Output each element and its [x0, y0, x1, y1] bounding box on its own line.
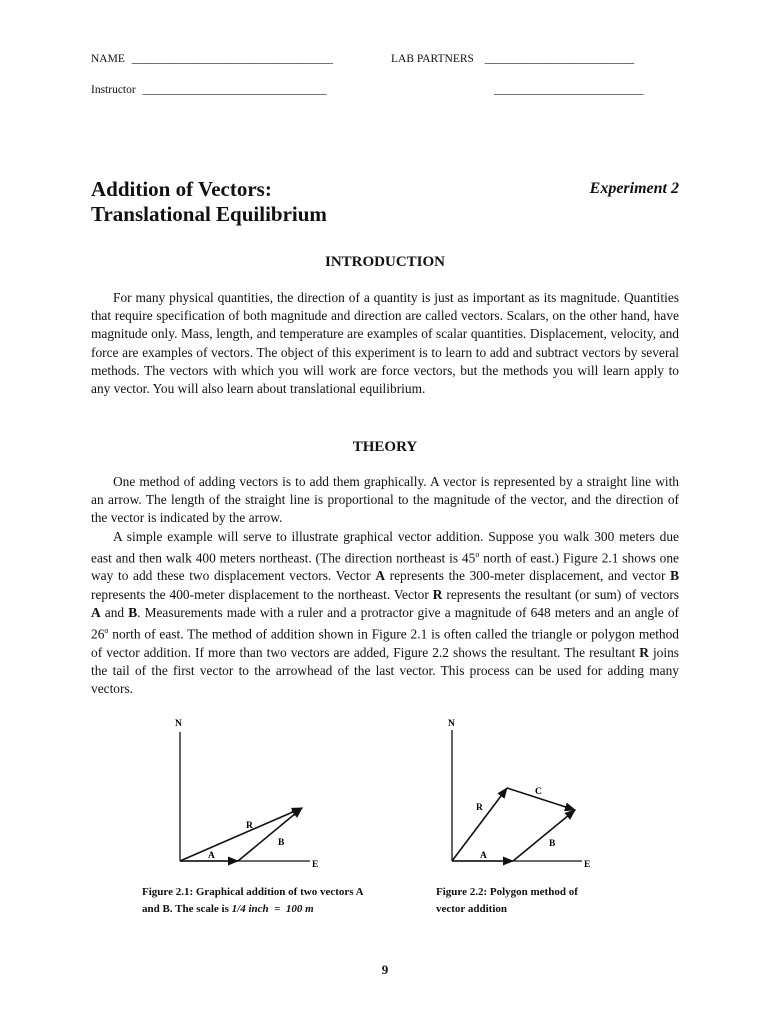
page-title	[91, 177, 327, 227]
vector-b	[513, 810, 575, 861]
experiment-label: Experiment 2	[589, 180, 679, 197]
figure-2-1-caption	[142, 884, 364, 918]
name-line: ___________________________________	[131, 53, 333, 65]
extra-partner-line: __________________________	[494, 84, 644, 96]
lab-partners-label: LAB PARTNERS	[391, 53, 474, 65]
figure-2-1-caption-line-2: and B. The scale is 1/4 inch = 100 m	[142, 903, 314, 915]
label-e: E	[312, 860, 319, 870]
instructor-field	[91, 84, 327, 96]
label-e: E	[584, 860, 591, 870]
label-n: N	[448, 719, 455, 729]
figure-2-2-caption-line-2: vector addition	[436, 903, 507, 915]
instructor-line: ________________________________	[142, 84, 327, 96]
label-b: B	[549, 839, 556, 849]
theory-body	[91, 473, 679, 698]
label-n: N	[175, 719, 182, 729]
figure-2-2-caption-line-1: Figure 2.2: Polygon method of	[436, 886, 578, 898]
theory-heading: THEORY	[352, 439, 418, 455]
label-r: R	[246, 821, 253, 831]
lab-partners-field	[391, 53, 634, 65]
introduction-heading: INTRODUCTION	[324, 254, 445, 270]
label-r: R	[476, 803, 483, 813]
introduction-paragraph	[91, 289, 679, 398]
name-field	[91, 53, 333, 65]
label-c: C	[535, 787, 542, 797]
title-line-1: Addition of Vectors:	[91, 177, 272, 201]
page-number: 9	[381, 962, 389, 977]
introduction-text: For many physical quantities, the direction of a quantity is just as important as its magnitude. Quantities that require specification of both magnitude and direction are called vectors. Scalars, on the other hand, have magnitude only. Mass, length, and temperature are examples of scalar quantities. Displacement, velocity, and force are examples of vectors. The object of this experiment is to learn to add and subtract vectors by several methods. The vectors with which you will work are force vectors, but the methods you will learn apply to any vector. You will also learn about translational equilibrium.	[91, 290, 679, 397]
label-b: B	[278, 838, 285, 848]
theory-paragraph-2: A simple example will serve to illustrate graphical vector addition. Suppose you walk 300 meters due east and then walk 400 meters northeast. (The direction northeast is 45$^o$ north of east.) Figure 2.1 shows one way to add these two displacement vectors. Vector A represents the 300-meter displacement, and vector B represents the 400-meter displacement to the northeast. Vector R represents the resultant (or sum) of vectors A and B. Measurements made with a ruler and a protractor give a magnitude of 648 meters and an angle of 26$^o$ north of east. The method of addition shown in Figure 2.1 is often called the triangle or polygon method of vector addition. If more than two vectors are added, Figure 2.2 shows the resultant. The resultant R joins the tail of the first vector to the arrowhead of the last vector. This process can be used for adding many vectors.	[91, 528, 679, 697]
vector-r	[180, 808, 302, 861]
figure-2-1-diagram	[150, 712, 350, 874]
title-line-2: Translational Equilibrium	[91, 202, 327, 226]
label-a: A	[208, 851, 215, 861]
vector-b	[238, 808, 302, 861]
figure-2-2-caption	[436, 884, 578, 918]
scale-math: 1/4 inch = 100 m	[231, 903, 314, 915]
instructor-label: Instructor	[91, 84, 136, 96]
name-label: NAME	[91, 53, 125, 65]
lab-partners-line: __________________________	[484, 53, 635, 65]
figure-2-1-caption-line-1: Figure 2.1: Graphical addition of two vectors A	[142, 886, 364, 898]
theory-paragraph-1: One method of adding vectors is to add them graphically. A vector is represented by a straight line with an arrow. The length of the straight line is proportional to the magnitude of the vector, and the direction of the vector is indicated by the arrow.	[91, 474, 679, 526]
label-a: A	[480, 851, 487, 861]
figure-2-2-diagram	[425, 712, 605, 874]
